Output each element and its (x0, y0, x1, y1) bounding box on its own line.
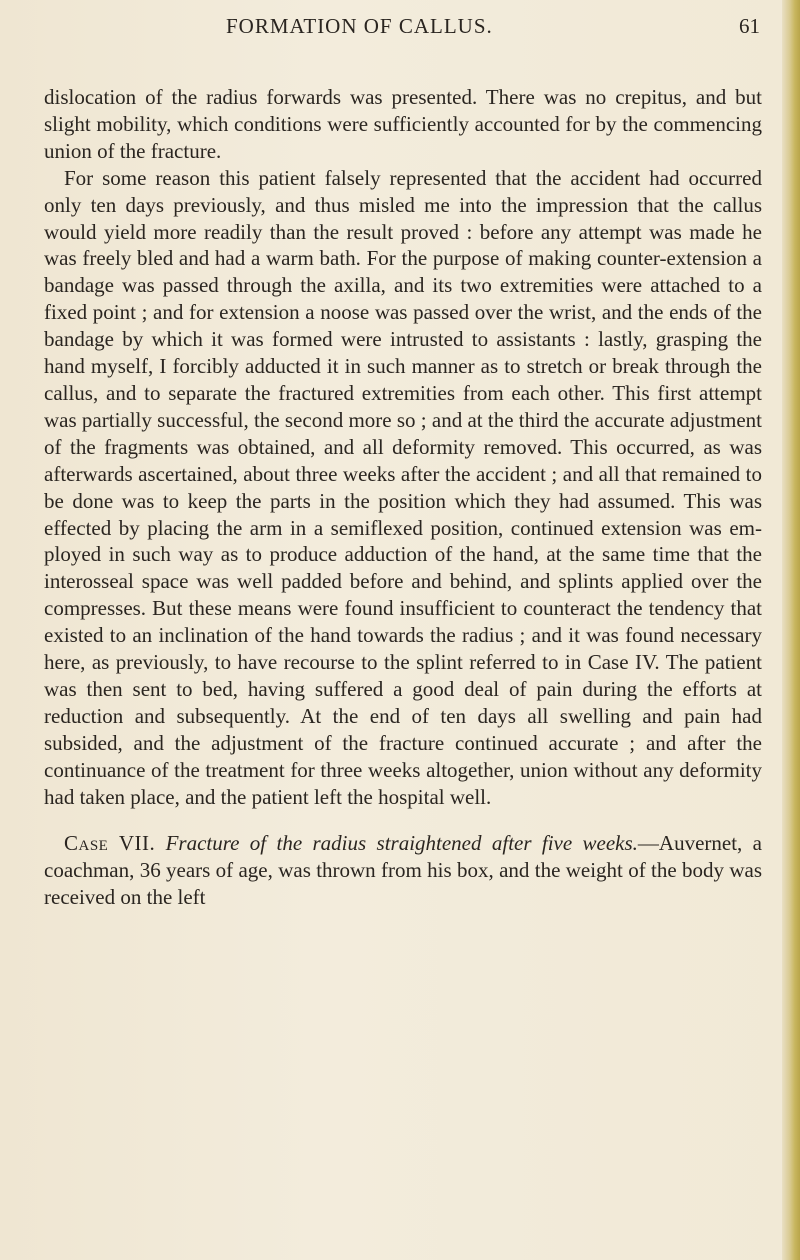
paragraph: For some reason this patient falsely represented that the accident had occurred only ten days previously, and thus misled me into the impression that the callus would yield more readily than the result proved : before any attempt was made he was freely bled and had a warm bath. For the purpose of making counter-extension a bandage was passed through the axilla, and its two extremities were attached to a fixed point ; and for extension a noose was passed over the wrist, and the ends of the bandage by which it was formed were intrusted to assistants : lastly, grasping the hand myself, I forcibly adducted it in such manner as to stretch or break through the callus, and to separate the fractured extremities from each other. This first attempt was partially successful, the second more so ; and at the third the accurate adjustment of the fragments was obtained, and all deformity removed. This occurred, as was afterwards ascertained, about three weeks after the accident ; and all that remained to be done was to keep the parts in the position which they had assumed. This was effected by placing the arm in a semiflexed position, continued extension was employed in such way as to produce adduction of the hand, at the same time that the interosseal space was well padded before and behind, and splints applied over the compresses. But these means were found insufficient to counteract the tendency that existed to an inclination of the hand towards the radius ; and it was found necessary here, as previously, to have recourse to the splint referred to in Case IV. The patient was then sent to bed, having suffered a good deal of pain during the efforts at reduction and subsequently. At the end of ten days all swelling and pain had subsided, and the adjustment of the fracture continued accurate ; and after the continuance of the treatment for three weeks altogether, union without any deformity had taken place, and the patient left the hospital well. (44, 165, 762, 809)
page-number: 61 (739, 14, 760, 38)
page-edge (782, 0, 800, 1260)
running-head: FORMATION OF CALLUS. (226, 14, 493, 38)
case-paragraph (44, 830, 762, 911)
case-title: Fracture of the radius straightened after five weeks. (165, 831, 638, 856)
paragraph-continued: dislocation of the radius forwards was presented. There was no crepitus, and but slight mobility, which conditions were sufficiently accounted for by the commencing union of the fracture. (44, 85, 762, 163)
case-text: —Auvernet, a coachman, 36 years of age, was thrown from his box, and the weight of the body was received on the left (44, 831, 762, 910)
case-label: Case VII. (64, 831, 156, 856)
page-header (40, 14, 780, 44)
body-text (44, 84, 762, 911)
